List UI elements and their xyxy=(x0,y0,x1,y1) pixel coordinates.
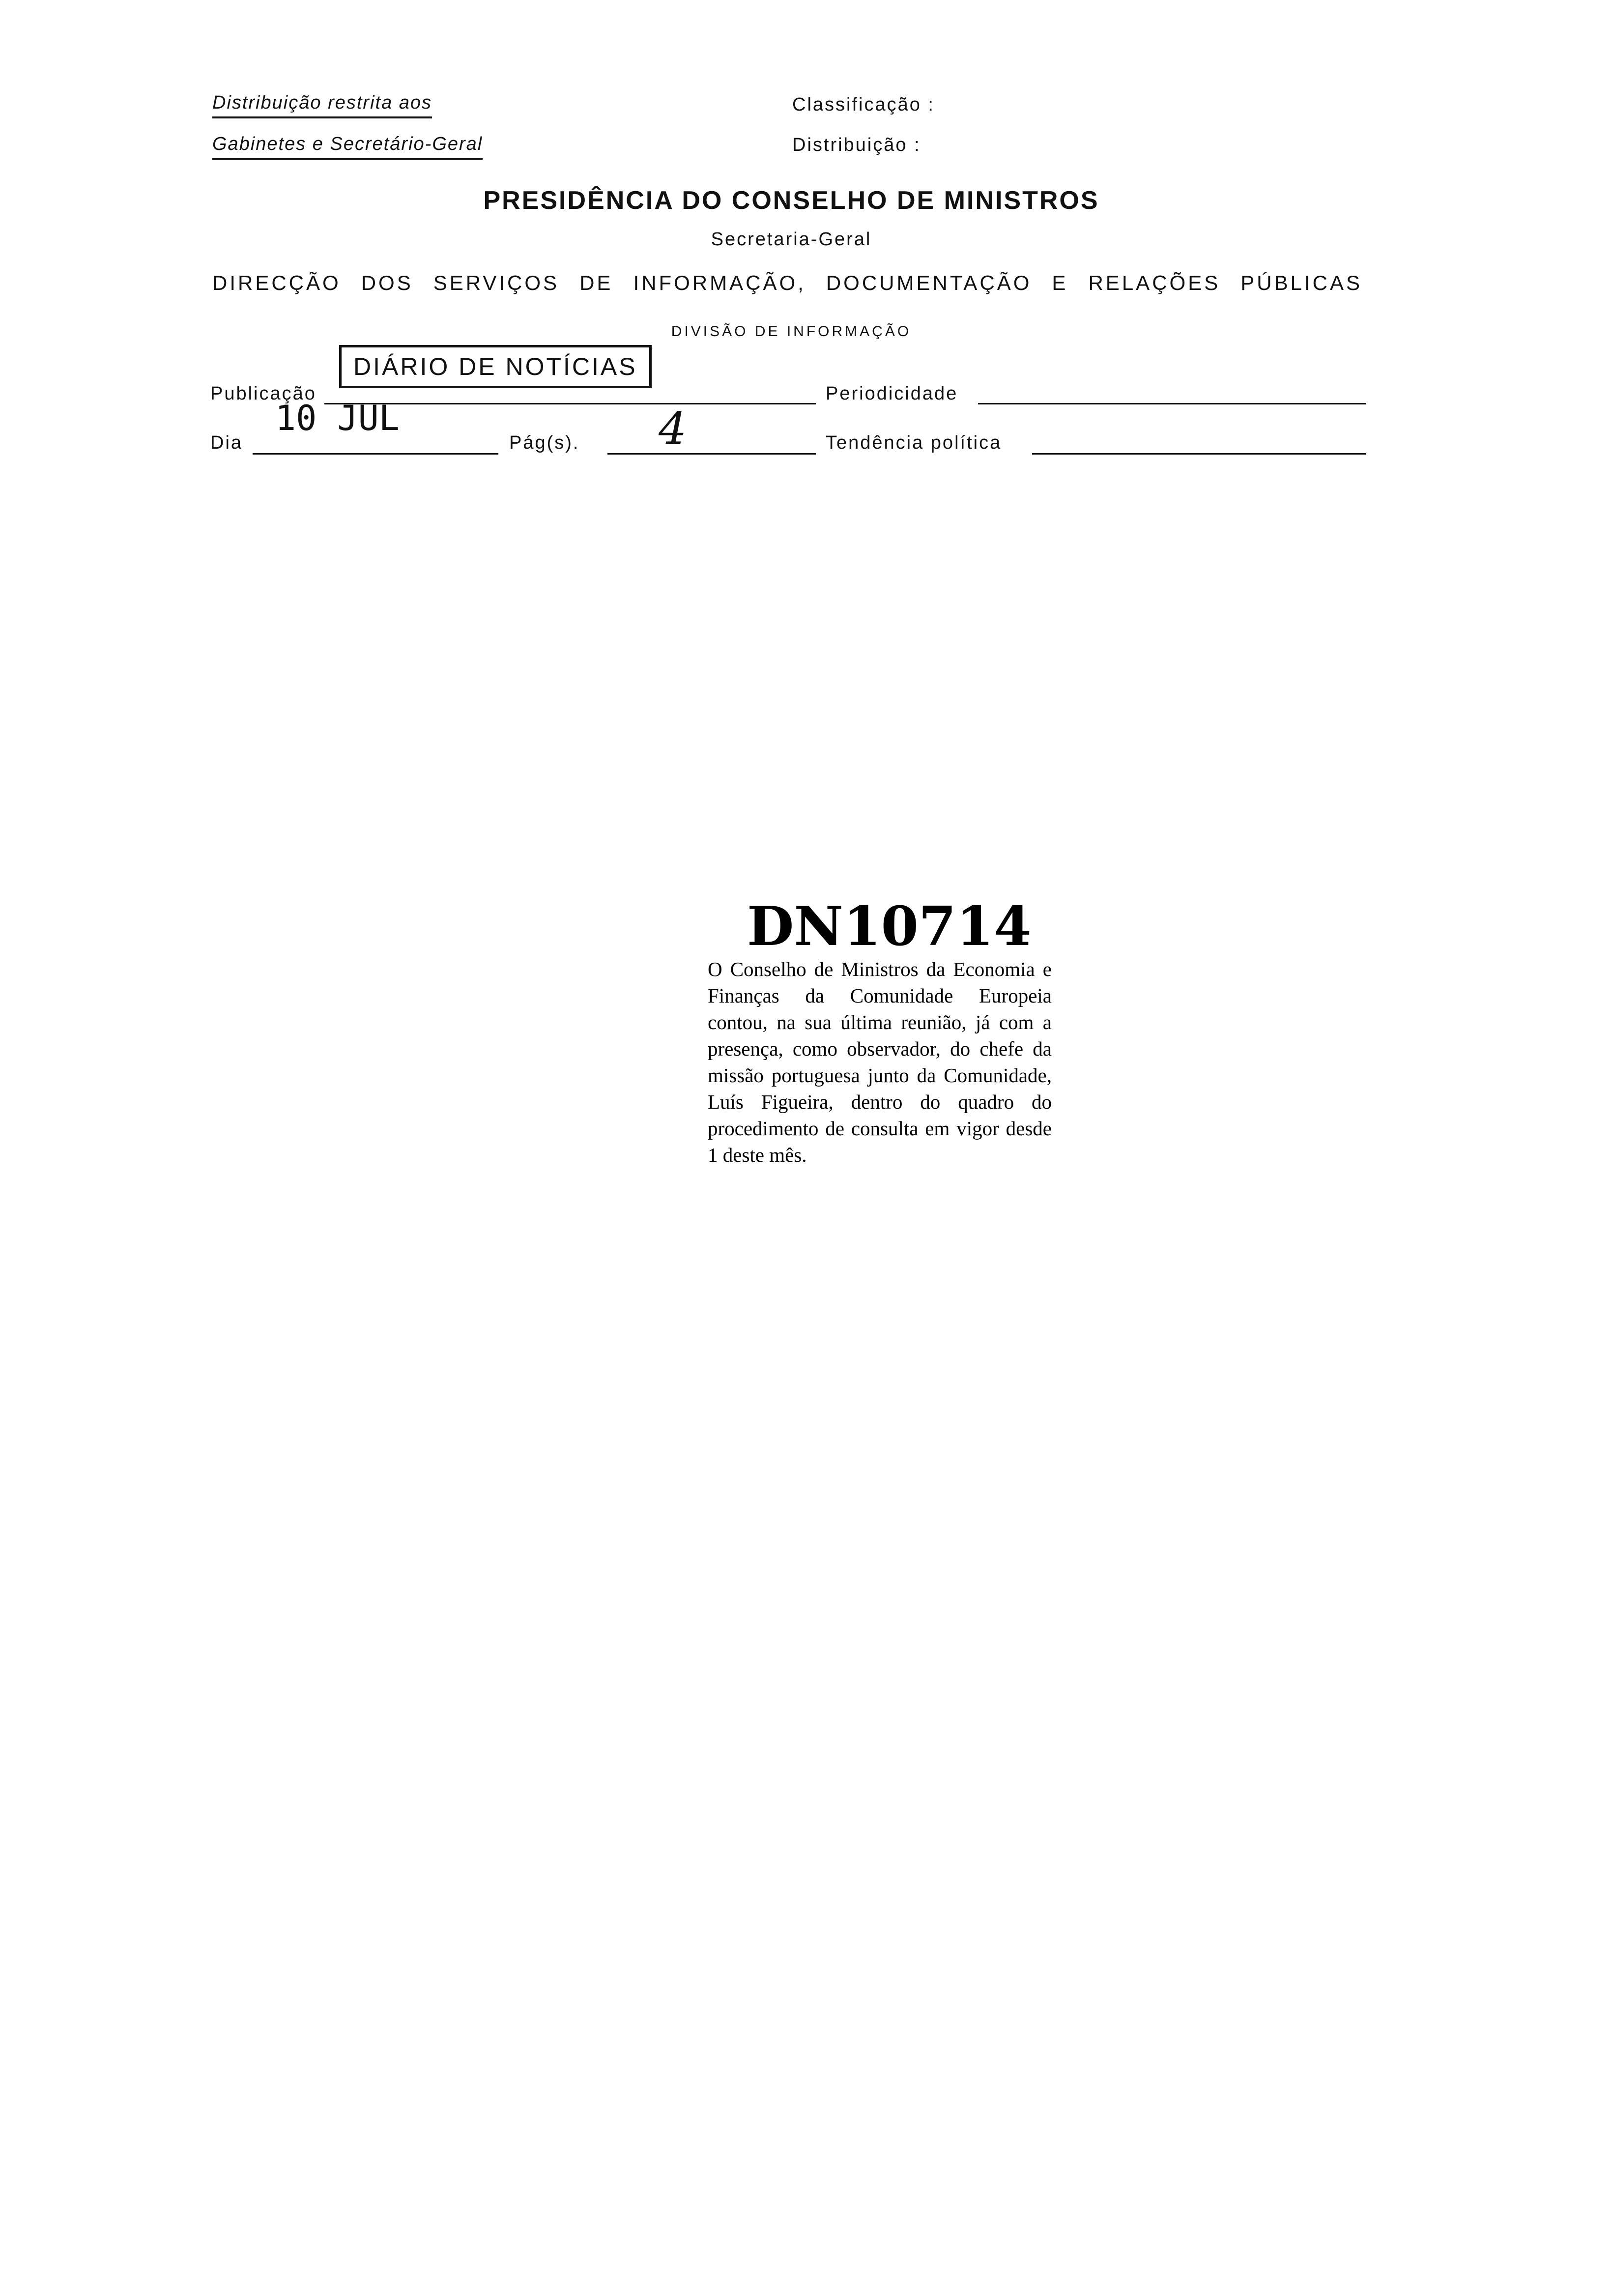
political-tendency-label: Tendência política xyxy=(826,432,1002,453)
periodicity-field-line xyxy=(978,403,1366,404)
day-label: Dia xyxy=(210,432,243,453)
division-heading: DIVISÃO DE INFORMAÇÃO xyxy=(671,323,912,340)
directorate-heading: DIRECÇÃO DOS SERVIÇOS DE INFORMAÇÃO, DOCUMENTAÇÃO E RELAÇÕES PÚBLICAS xyxy=(212,271,1362,294)
page-subtitle: Secretaria-Geral xyxy=(711,229,872,250)
restricted-distribution-line1: Distribuição restrita aos xyxy=(212,92,432,118)
pages-label: Pág(s). xyxy=(509,432,580,453)
news-clipping-text: O Conselho de Ministros da Economia e Finanças da Comunidade Europeia contou, na sua última reunião, já com a presença, como observador, do chefe da missão portuguesa junto da Comunidade, Luís Figueira, dentro do quadro do procedimento de consulta em vigor desde 1 deste mês. xyxy=(708,958,1052,1166)
restricted-distribution-line2: Gabinetes e Secretário-Geral xyxy=(212,134,483,160)
publication-stamp: DIÁRIO DE NOTÍCIAS xyxy=(339,345,652,388)
political-tendency-field-line xyxy=(1032,453,1366,455)
page-title: PRESIDÊNCIA DO CONSELHO DE MINISTROS xyxy=(483,186,1099,215)
day-stamp: 10 JUL xyxy=(275,398,400,438)
pages-field-line xyxy=(607,453,816,455)
distribution-label: Distribuição : xyxy=(792,135,921,155)
pages-handwritten: 4 xyxy=(659,403,687,455)
publication-label: Publicação xyxy=(210,383,317,404)
classification-label: Classificação : xyxy=(792,94,935,115)
day-field-line xyxy=(253,453,498,455)
handwritten-reference: DN10714 xyxy=(747,894,1032,958)
periodicity-label: Periodicidade xyxy=(826,383,958,404)
